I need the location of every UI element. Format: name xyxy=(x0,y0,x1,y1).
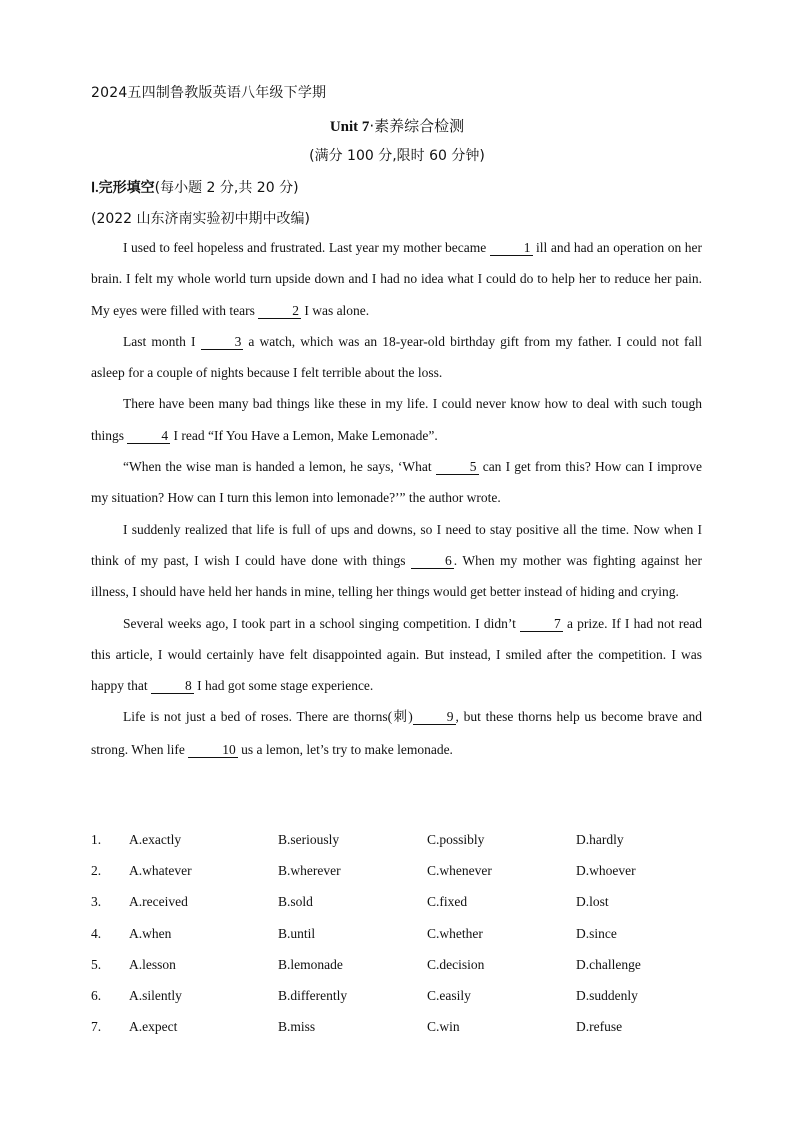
text: us a lemon, let’s try to make lemonade. xyxy=(241,741,453,757)
question-number: 1. xyxy=(91,832,102,847)
option-c[interactable]: C.easily xyxy=(427,987,471,1003)
text: I had got some stage experience. xyxy=(197,678,374,694)
option-d[interactable]: D.since xyxy=(576,925,617,941)
option-a[interactable]: A.received xyxy=(129,894,188,910)
blank-4: 4 xyxy=(127,429,170,444)
answer-options xyxy=(91,826,711,1044)
option-row xyxy=(91,888,711,919)
chinese-gloss: 刺 xyxy=(392,709,409,726)
option-d[interactable]: D.whoever xyxy=(576,863,636,879)
paragraph-4 xyxy=(91,451,702,514)
text: I used to feel hopeless and frustrated. Last year my mother became xyxy=(123,240,487,255)
text: I was alone. xyxy=(304,302,370,318)
blank-3: 3 xyxy=(201,335,244,350)
text: “When the wise man is handed a lemon, he says, ‘What xyxy=(123,459,432,475)
unit-title: Unit 7 xyxy=(329,119,370,135)
option-d[interactable]: D.challenge xyxy=(576,956,641,972)
text: ill and had an operation on her brain. I felt my whole world turn upside down and I had no idea what I could do to help her to reduce her pain. My eyes were filled with tears xyxy=(91,240,702,318)
paragraph-5 xyxy=(91,514,702,608)
option-c[interactable]: C.fixed xyxy=(427,894,468,910)
option-d[interactable]: D.hardly xyxy=(576,832,624,847)
blank-5: 5 xyxy=(436,460,479,475)
option-d[interactable]: D.lost xyxy=(576,894,609,910)
option-c[interactable]: C.whenever xyxy=(427,863,492,879)
question-number: 6. xyxy=(91,987,102,1003)
paragraph-6 xyxy=(91,608,702,702)
text: a prize. If I had not read this article, I would certainly have felt disappointed again. But instead, I smiled after the competition. I was happy that xyxy=(91,615,702,694)
text: Last month I xyxy=(123,333,196,349)
option-b[interactable]: B.until xyxy=(278,925,316,941)
paragraph-3 xyxy=(91,388,702,451)
section-heading xyxy=(91,177,299,197)
paragraph-7 xyxy=(91,701,702,765)
option-b[interactable]: B.differently xyxy=(278,987,348,1003)
text: a watch, which was an 18-year-old birthday gift from my father. I could not fall asleep for a couple of nights because I felt terrible about the loss. xyxy=(91,333,702,381)
option-c[interactable]: C.win xyxy=(427,1019,460,1035)
option-b[interactable]: B.seriously xyxy=(278,832,340,847)
passage-source: (2022 山东济南实验初中期中改编) xyxy=(91,211,311,227)
document-label: 2024五四制鲁教版英语八年级下学期 xyxy=(91,85,327,101)
option-a[interactable]: A.silently xyxy=(129,987,182,1003)
option-row xyxy=(91,920,711,951)
option-d[interactable]: D.suddenly xyxy=(576,987,638,1003)
option-c[interactable]: C.whether xyxy=(427,925,483,941)
option-a[interactable]: A.lesson xyxy=(129,956,176,972)
blank-7: 7 xyxy=(520,617,563,632)
paragraph-1 xyxy=(91,232,702,326)
blank-10: 10 xyxy=(188,743,238,758)
page-title xyxy=(0,115,794,136)
option-b[interactable]: B.sold xyxy=(278,894,313,910)
option-row xyxy=(91,982,711,1013)
option-a[interactable]: A.whatever xyxy=(129,863,192,879)
option-d[interactable]: D.refuse xyxy=(576,1019,623,1035)
text: . When my mother was fighting against her illness, I should have held her hands in mine, telling her things would get better instead of hiding and crying. xyxy=(91,552,702,600)
cloze-passage xyxy=(91,232,702,765)
option-c[interactable]: C.decision xyxy=(427,956,485,972)
option-row xyxy=(91,826,711,857)
blank-9: 9 xyxy=(413,710,456,725)
section-name: 完形填空 xyxy=(98,180,155,196)
option-a[interactable]: A.exactly xyxy=(129,832,182,847)
question-number: 2. xyxy=(91,863,102,879)
blank-6: 6 xyxy=(411,554,454,569)
option-a[interactable]: A.expect xyxy=(129,1019,178,1035)
section-score-note: (每小题 2 分,共 20 分) xyxy=(154,180,299,196)
question-number: 5. xyxy=(91,956,102,972)
text: There have been many bad things like these in my life. I could never know how to deal with such tough things xyxy=(91,396,702,443)
paragraph-2 xyxy=(91,326,702,389)
blank-8: 8 xyxy=(151,679,194,694)
option-a[interactable]: A.when xyxy=(129,925,172,941)
option-row xyxy=(91,951,711,982)
option-c[interactable]: C.possibly xyxy=(427,832,485,847)
text: Several weeks ago, I took part in a school singing competition. I didn’t xyxy=(123,615,516,631)
option-b[interactable]: B.miss xyxy=(278,1019,316,1035)
option-b[interactable]: B.wherever xyxy=(278,863,341,879)
text: I read “If You Have a Lemon, Make Lemonade”. xyxy=(173,427,438,443)
text: Life is not just a bed of roses. There are thorns( xyxy=(123,709,393,725)
option-b[interactable]: B.lemonade xyxy=(278,956,343,972)
text: can I get from this? How can I improve my situation? How can I turn this lemon into lemonade?’” the author wrote. xyxy=(91,459,702,506)
question-number: 3. xyxy=(91,894,102,910)
question-number: 4. xyxy=(91,925,102,941)
text: I suddenly realized that life is full of ups and downs, so I need to stay positive all the time. Now when I think of my past, I wish I could have done with things xyxy=(91,521,702,568)
section-number: Ⅰ. xyxy=(91,181,99,196)
option-row xyxy=(91,1013,711,1044)
title-suffix: ·素养综合检测 xyxy=(369,117,465,135)
blank-1: 1 xyxy=(490,241,533,256)
text: , but these thorns help us become brave and strong. When life xyxy=(91,709,703,757)
option-row xyxy=(91,857,711,888)
text: ) xyxy=(408,709,413,725)
blank-2: 2 xyxy=(258,304,301,319)
question-number: 7. xyxy=(91,1019,102,1035)
score-time-note: (满分 100 分,限时 60 分钟) xyxy=(309,148,485,164)
